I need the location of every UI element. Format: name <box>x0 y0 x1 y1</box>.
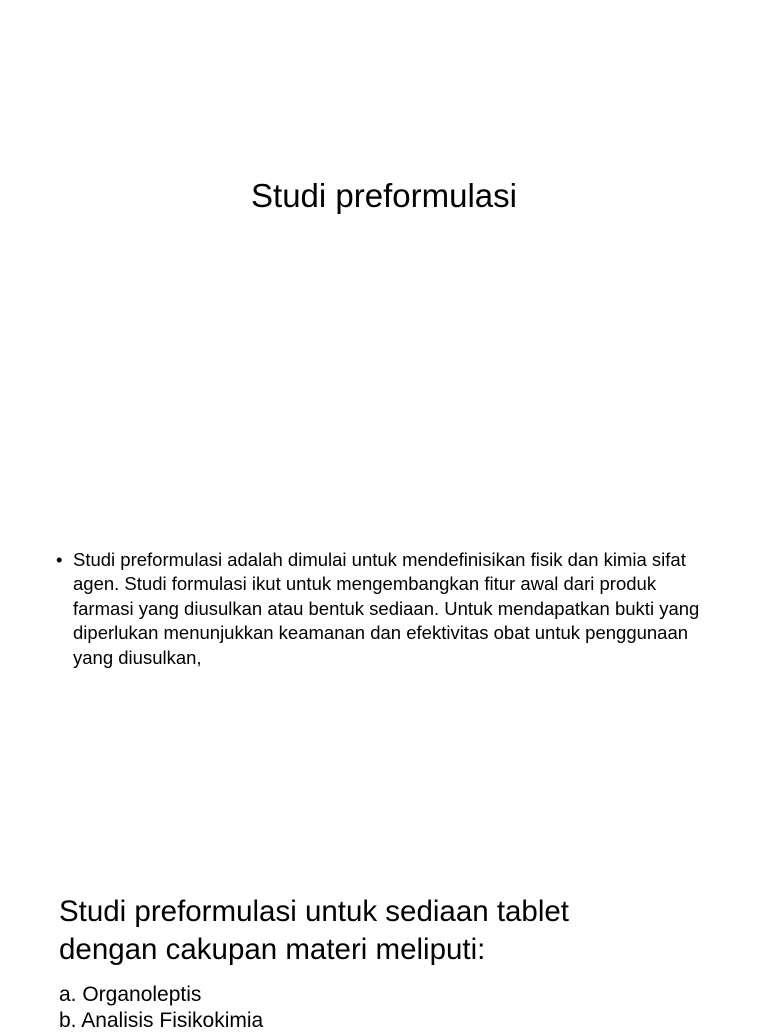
scope-heading-line-2: dengan cakupan materi meliputi: <box>59 933 486 966</box>
bullet-text: Studi preformulasi adalah dimulai untuk mendefinisikan fisik dan kimia sifat agen. Studi formulasi ikut untuk mengembangkan fitur awal dari produk farmasi yang diusulkan atau bentuk sediaan. Untuk mendapatkan bukti yang diperlukan menunjukkan keamanan dan efektivitas obat untuk penggunaan yang diusulkan, <box>73 549 700 668</box>
slide-definition <box>0 288 768 864</box>
scope-item-organoleptis: a. Organoleptis <box>59 983 202 1006</box>
bullet-list <box>56 548 716 670</box>
bullet-item <box>56 548 716 670</box>
slide-title <box>0 0 768 288</box>
slide-title-text: Studi preformulasi <box>251 177 517 214</box>
scope-heading-line-1: Studi preformulasi untuk sediaan tablet <box>59 895 569 928</box>
slide-scope <box>0 864 768 1032</box>
scope-heading <box>59 893 739 969</box>
bullet-dot-icon: • <box>56 549 63 570</box>
scope-item-fisikokimia: b. Analisis Fisikokimia <box>59 1009 264 1032</box>
scope-list <box>59 982 263 1034</box>
